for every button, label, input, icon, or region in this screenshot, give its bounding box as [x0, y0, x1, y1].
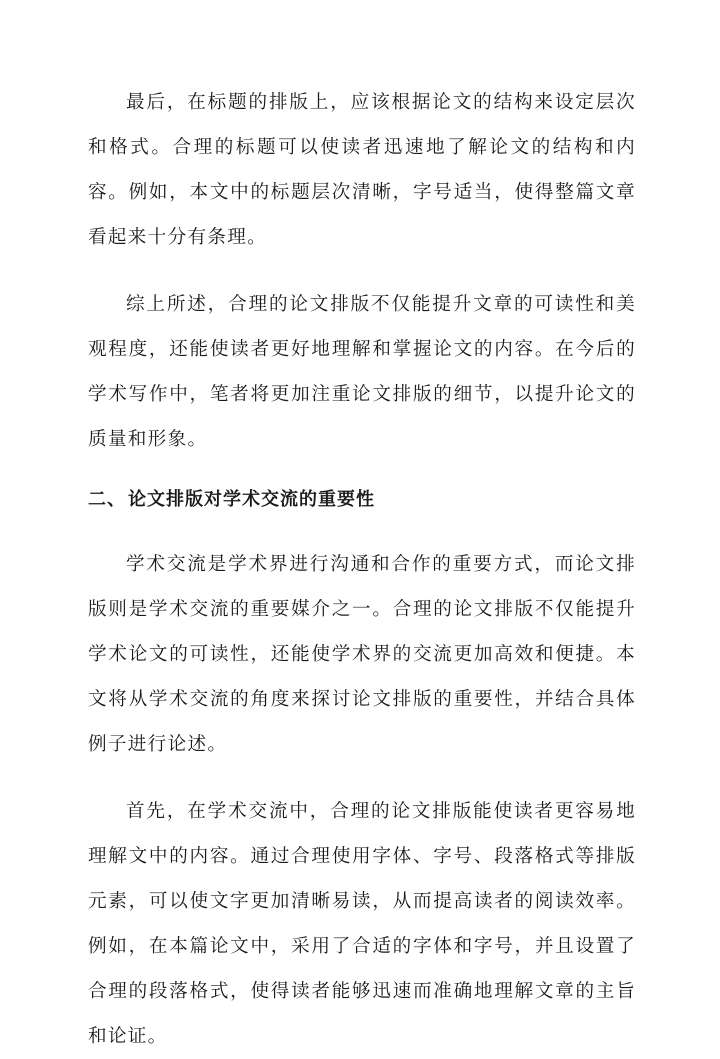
paragraph-summary: 综上所述，合理的论文排版不仅能提升文章的可读性和美观程度，还能使读者更好地理解和掌握论文的内容。在今后的学术写作中，笔者将更加注重论文排版的细节，以提升论文的质量和形象。 [88, 294, 636, 450]
section-number: 二、 [88, 489, 126, 510]
paragraph-first-point: 首先，在学术交流中，合理的论文排版能使读者更容易地理解文中的内容。通过合理使用字体、字号、段落格式等排版元素，可以使文字更加清晰易读，从而提高读者的阅读效率。例如，在本篇论文中，采用了合适的字体和字号，并且设置了合理的段落格式，使得读者能够迅速而准确地理解文章的主旨和论证。 [88, 801, 636, 1047]
paragraph-title-formatting: 最后，在标题的排版上，应该根据论文的结构来设定层次和格式。合理的标题可以使读者迅速地了解论文的结构和内容。例如，本文中的标题层次清晰，字号适当，使得整篇文章看起来十分有条理。 [88, 92, 636, 248]
paragraph-academic-exchange: 学术交流是学术界进行沟通和合作的重要方式，而论文排版则是学术交流的重要媒介之一。合理的论文排版不仅能提升学术论文的可读性，还能使学术界的交流更加高效和便捷。本文将从学术交流的角度来探讨论文排版的重要性，并结合具体例子进行论述。 [88, 554, 636, 755]
section-title: 论文排版对学术交流的重要性 [128, 489, 375, 510]
document-body [88, 80, 636, 1059]
section-heading [88, 482, 636, 518]
